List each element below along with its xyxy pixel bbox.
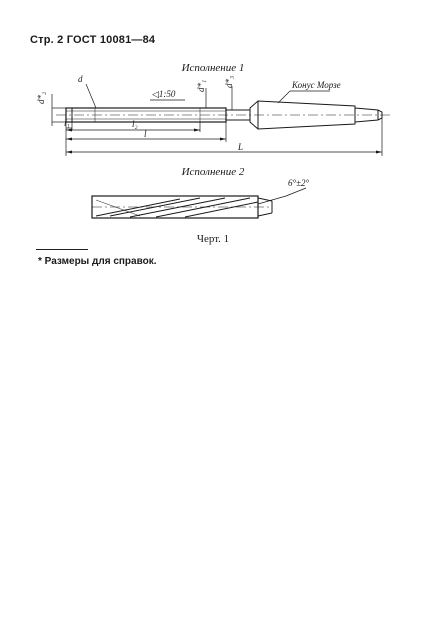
label-l1: l₁: [64, 118, 70, 128]
dimensions-variant-1: [52, 84, 382, 156]
label-L: L: [238, 142, 244, 152]
label-angle: 6°±2°: [288, 178, 310, 188]
label-l: l: [144, 129, 147, 139]
reamer-variant-2: [92, 188, 306, 218]
label-d: d: [78, 74, 83, 84]
label-cone: Конус Морзе: [292, 80, 341, 90]
footnote-rule: [36, 249, 88, 250]
reamer-variant-1: [56, 101, 392, 129]
label-d1: d*₁: [196, 79, 206, 92]
footnote: * Размеры для справок.: [38, 256, 157, 267]
page-header: Стр. 2 ГОСТ 10081—84: [30, 34, 156, 46]
variant-2-caption: Исполнение 2: [181, 166, 245, 178]
label-d3: d*₃: [224, 75, 234, 88]
variant-1-caption: Исполнение 1: [181, 62, 245, 74]
figure-label: Черт. 1: [196, 233, 230, 245]
label-l2: l₂: [132, 119, 138, 129]
label-taper: ◁1:50: [152, 89, 176, 99]
label-d2: d*₂: [36, 91, 46, 104]
